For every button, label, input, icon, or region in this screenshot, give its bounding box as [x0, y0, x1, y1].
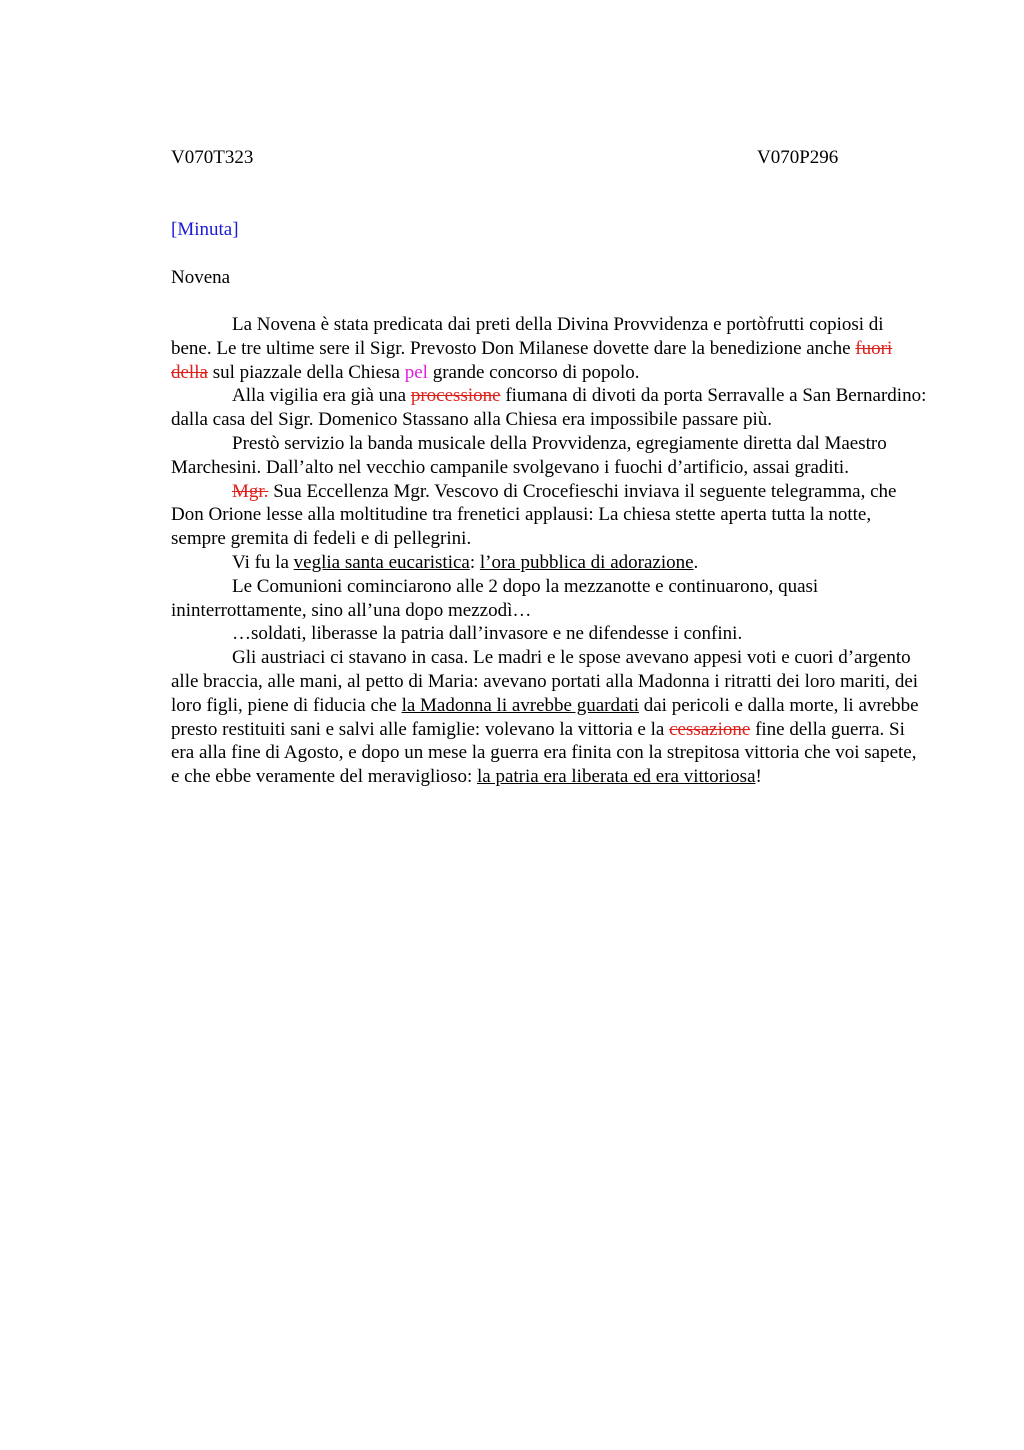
text-run: : [469, 551, 480, 573]
document-code-right: V070P296 [757, 147, 839, 168]
paragraph-5 [171, 551, 927, 575]
paragraph-8 [171, 646, 927, 789]
paragraph-1 [171, 313, 927, 384]
deleted-text: Mgr. [232, 480, 269, 502]
paragraph-2 [171, 384, 927, 432]
text-run: Vi fu la [232, 551, 294, 573]
underlined-text: la Madonna li avrebbe guardati [401, 694, 639, 716]
inserted-text: pel [404, 361, 428, 383]
underlined-text: l’ora pubblica di adorazione [479, 551, 694, 573]
text-run: Sua Eccellenza Mgr. Vescovo di Crocefieschi inviava il seguente telegramma, che Don Orione lesse alla moltitudine tra frenetici applausi: La chiesa stette aperta tutta la notte, sempre gremita di fedeli e di pellegrini. [171, 480, 897, 550]
text-run: grande concorso di popolo. [427, 361, 640, 383]
text-run: Prestò servizio la banda musicale della Provvidenza, egregiamente diretta dal Maestro Marchesini. Dall’alto nel vecchio campanile svolgevano i fuochi d’artificio, assai graditi. [171, 432, 887, 478]
underlined-text: veglia santa eucaristica [293, 551, 470, 573]
deleted-text: processione [410, 385, 501, 407]
deleted-text: fuori della [171, 337, 893, 383]
document-code-left: V070T323 [171, 147, 254, 168]
document-body [171, 313, 927, 789]
paragraph-4 [171, 480, 927, 551]
text-run: sul piazzale della Chiesa [207, 361, 405, 383]
text-run: Alla vigilia era già una [232, 385, 411, 407]
text-run: …soldati, liberasse la patria dall’invasore e ne difendesse i confini. [232, 623, 743, 645]
text-run: Le Comunioni cominciarono alle 2 dopo la mezzanotte e continuarono, quasi ininterrottamente, sino all’una dopo mezzodì… [171, 575, 819, 621]
underlined-text: la patria era liberata ed era vittoriosa [476, 766, 756, 788]
text-run: . [693, 551, 699, 573]
text-run: dai pericoli e dalla morte, li avrebbe presto restituiti sani e salvi alle famiglie: volevano la vittoria e la [171, 694, 919, 740]
paragraph-3 [171, 432, 927, 480]
document-title: Novena [171, 267, 231, 288]
text-run: Gli austriaci ci stavano in casa. Le madri e le spose avevano appesi voti e cuori d’argento alle braccia, alle mani, al petto di Maria: avevano portati alla Madonna i ritratti dei loro mariti, dei loro figli, piene di fiducia che [171, 647, 919, 716]
deleted-text: cessazione [669, 718, 751, 740]
text-run: fine della guerra. Si era alla fine di Agosto, e dopo un mese la guerra era finita con la strepitosa vittoria che voi sapete, e che ebbe veramente del meraviglioso: [171, 718, 917, 788]
text-run: ! [755, 766, 762, 788]
paragraph-6 [171, 575, 927, 623]
draft-label: [Minuta] [171, 219, 239, 240]
text-run: fiumana di divoti da porta Serravalle a San Bernardino: dalla casa del Sigr. Domenico Stassano alla Chiesa era impossibile passare più. [171, 385, 927, 431]
text-run: La Novena è stata predicata dai preti della Divina Provvidenza e portòfrutti copiosi di bene. Le tre ultime sere il Sigr. Prevosto Don Milanese dovette dare la benedizione anche [171, 314, 884, 359]
paragraph-7 [171, 622, 927, 646]
